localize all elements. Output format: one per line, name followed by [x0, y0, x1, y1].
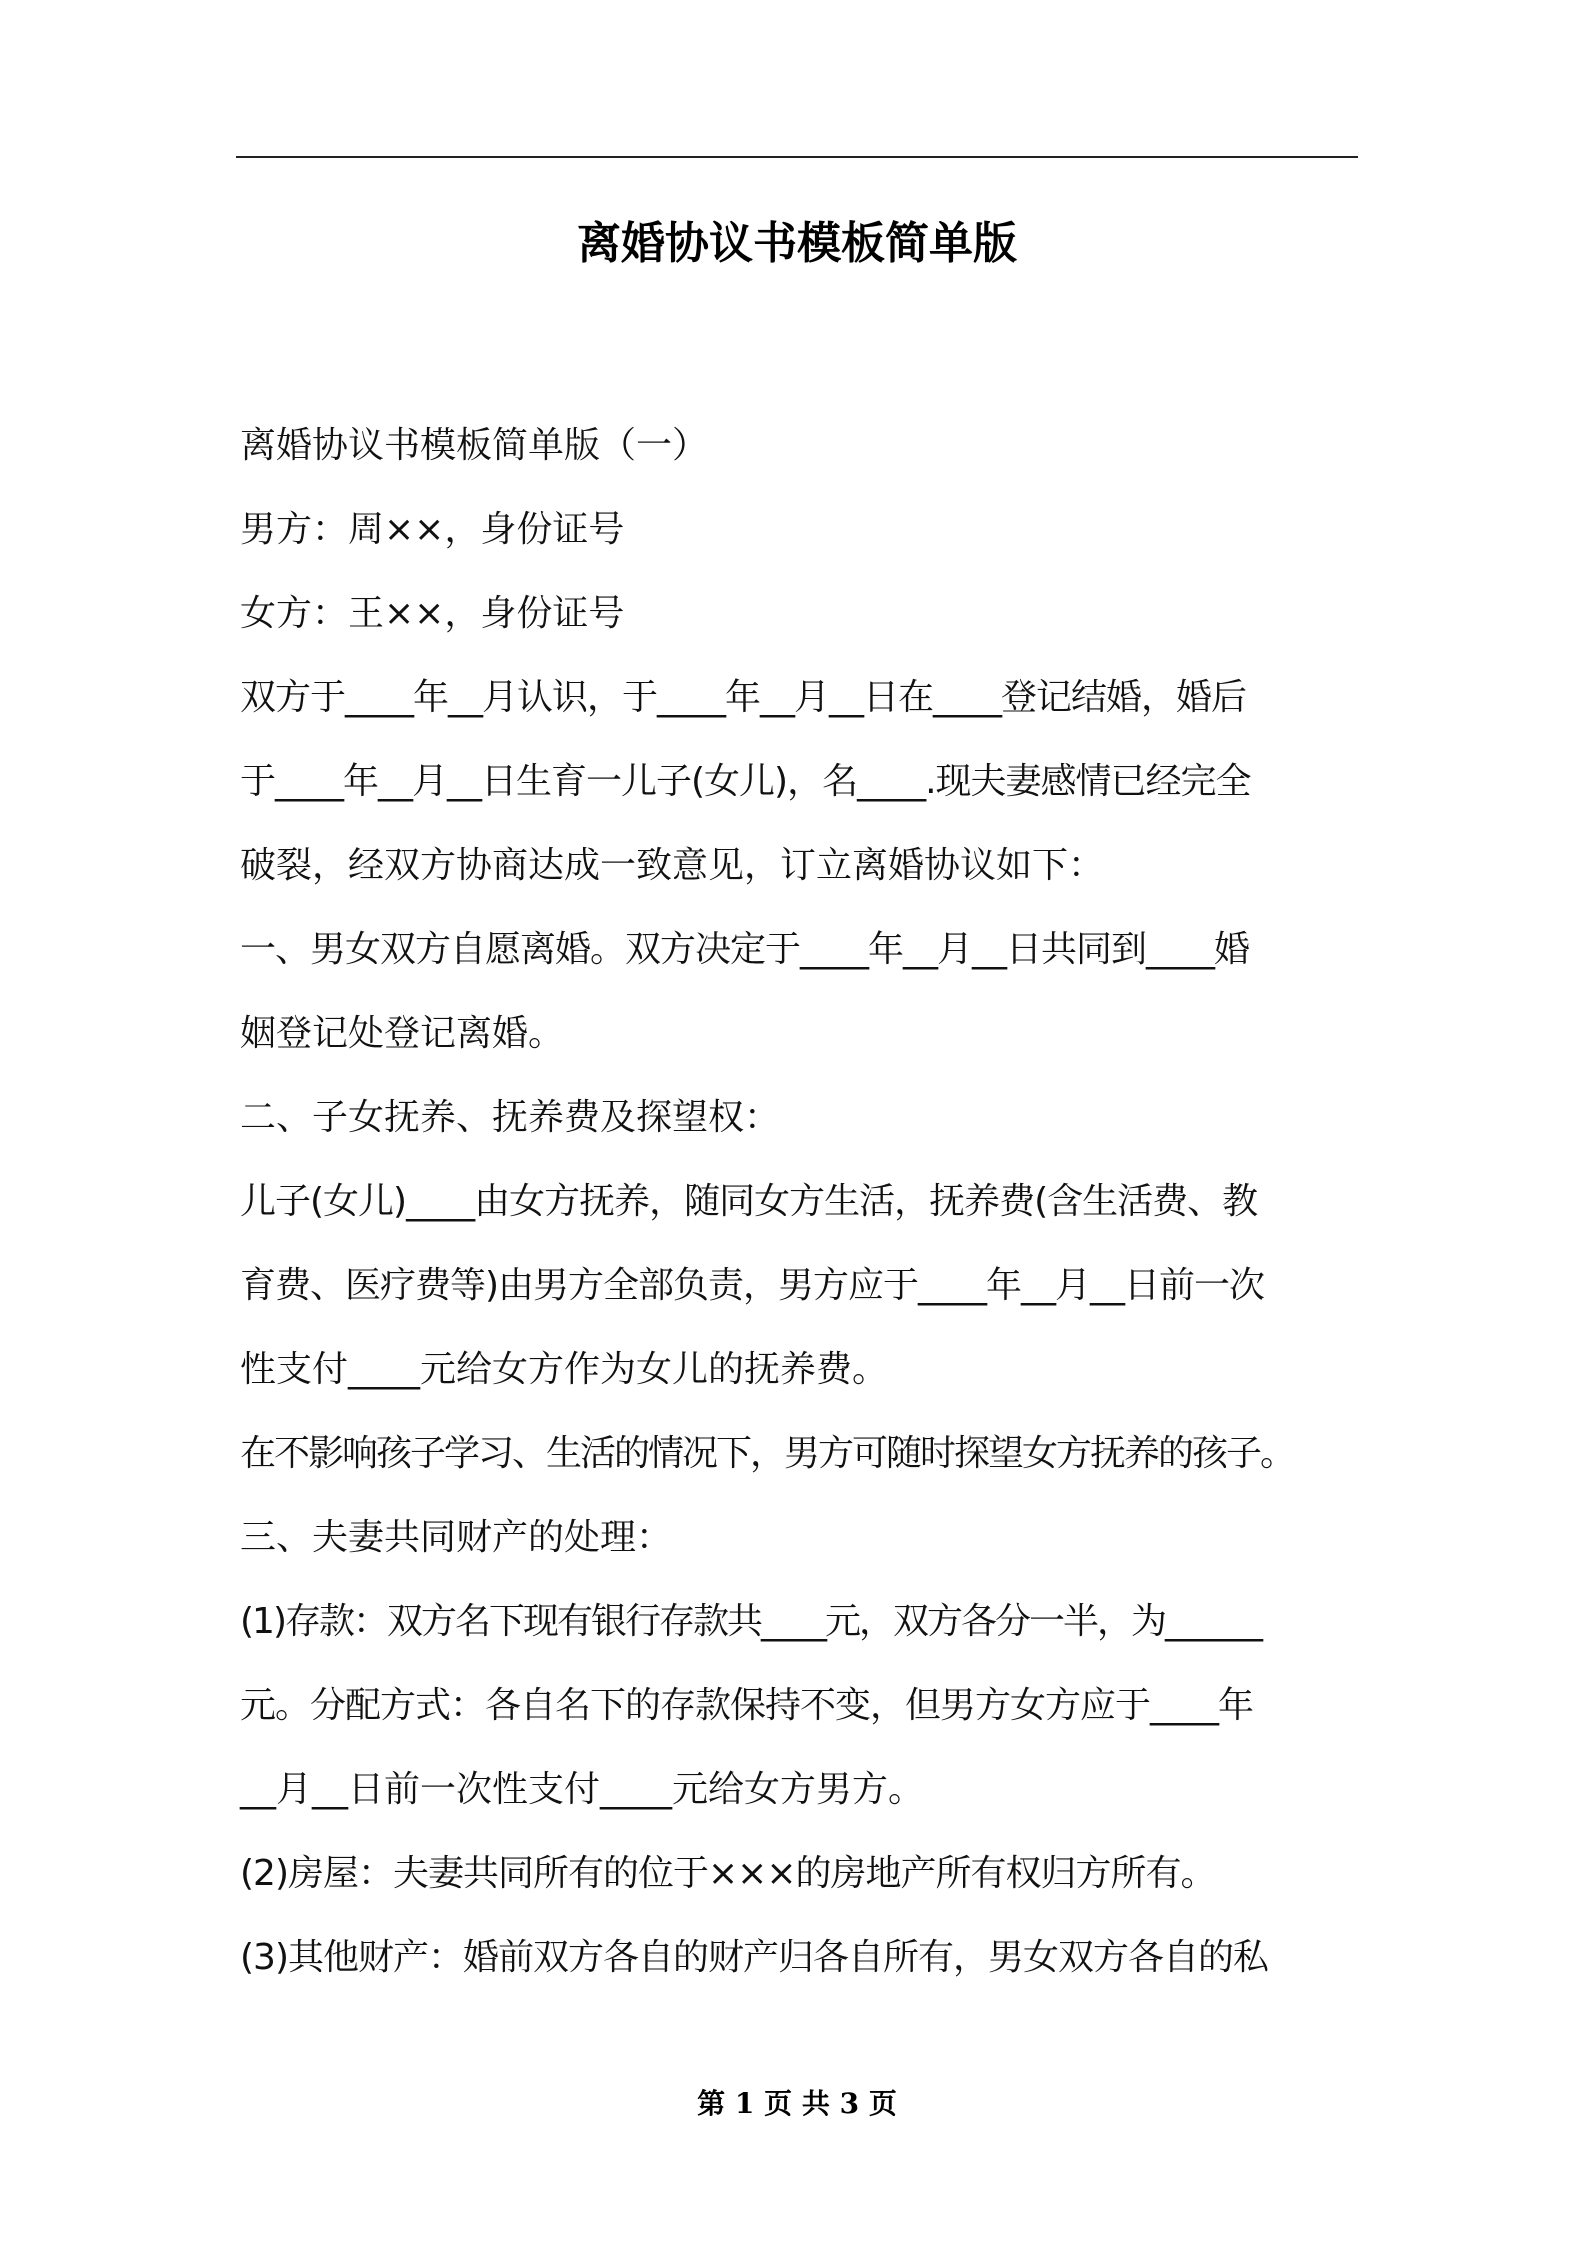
clause-3-item-3: (3)其他财产：婚前双方各自的财产归各自所有，男女双方各自的私	[240, 1937, 1268, 1978]
body-line: 儿子(女儿)____由女方抚养，随同女方生活，抚养费(含生活费、教	[240, 1181, 1258, 1222]
body-line: 姻登记处登记离婚。	[240, 1013, 565, 1054]
body-line: 在不影响孩子学习、生活的情况下，男方可随时探望女方抚养的孩子。	[240, 1433, 1295, 1474]
section-heading: 离婚协议书模板简单版（一）	[240, 425, 709, 466]
body-line: __月__日前一次性支付____元给女方男方。	[240, 1769, 925, 1810]
document-title: 离婚协议书模板简单版	[577, 218, 1017, 269]
clause-1: 一、男女双方自愿离婚。双方决定于____年__月__日共同到____婚	[240, 929, 1250, 970]
page-number: 第 1 页 共 3 页	[697, 2087, 897, 2120]
body-line: 元。分配方式：各自名下的存款保持不变，但男方女方应于____年	[240, 1685, 1254, 1726]
body-line: 于____年__月__日生育一儿子(女儿)，名____.现夫妻感情已经完全	[240, 761, 1251, 802]
body-line: 性支付____元给女方作为女儿的抚养费。	[240, 1349, 889, 1390]
party-female: 女方：王××，身份证号	[240, 593, 625, 634]
body-line: 破裂，经双方协商达成一致意见，订立离婚协议如下：	[240, 845, 1105, 886]
clause-3-item-1: (1)存款：双方名下现有银行存款共____元，双方各分一半，为______	[240, 1601, 1261, 1642]
body-line: 育费、医疗费等)由男方全部负责，男方应于____年__月__日前一次	[240, 1265, 1265, 1306]
clause-3-item-2: (2)房屋：夫妻共同所有的位于×××的房地产所有权归方所有。	[240, 1853, 1216, 1894]
body-line: 双方于____年__月认识，于____年__月__日在____登记结婚，婚后	[240, 677, 1247, 718]
clause-2-heading: 二、子女抚养、抚养费及探望权：	[240, 1097, 781, 1138]
party-male: 男方：周××，身份证号	[240, 509, 625, 550]
clause-3-heading: 三、夫妻共同财产的处理：	[240, 1517, 673, 1558]
document-body	[240, 404, 1360, 2000]
header-rule	[236, 156, 1358, 158]
